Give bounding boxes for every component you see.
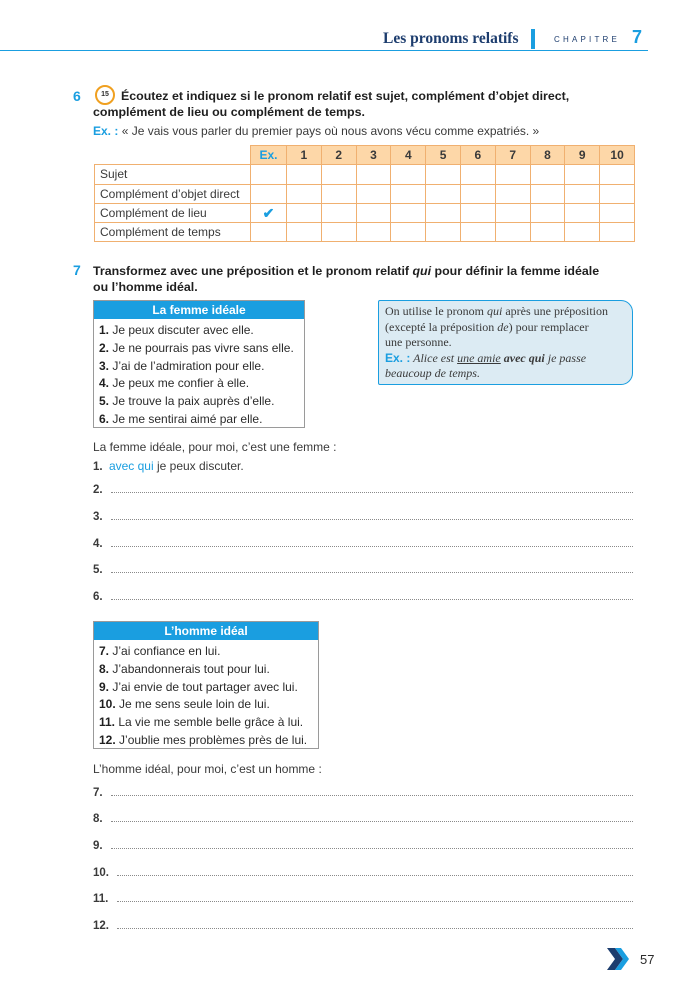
femme-box-list xyxy=(94,319,304,429)
femme-answer-1: 1. avec qui je peux discuter. xyxy=(93,459,244,473)
answer-cell[interactable] xyxy=(321,165,356,184)
answer-cell[interactable] xyxy=(321,203,356,222)
list-item: 12. J’oublie mes problèmes près de lui. xyxy=(99,732,308,747)
answer-cell[interactable] xyxy=(565,203,600,222)
answer-line-number: 7. xyxy=(93,787,103,799)
note-example: Ex. : Alice est une amie avec qui je passe xyxy=(385,350,587,365)
answer-cell[interactable] xyxy=(321,223,356,242)
homme-box-list xyxy=(94,640,318,750)
answer-cell[interactable] xyxy=(391,184,426,203)
table-row-temps xyxy=(95,223,635,242)
answer-cell[interactable] xyxy=(530,165,565,184)
answer-cell[interactable] xyxy=(426,165,461,184)
answer-line-number: 12. xyxy=(93,920,109,932)
header-divider xyxy=(531,29,535,49)
list-item: 7. J’ai confiance en lui. xyxy=(99,644,221,658)
answer-line[interactable] xyxy=(111,546,633,547)
table-header-cell: 9 xyxy=(565,146,600,165)
note-line: On utilise le pronom qui après une préposition xyxy=(385,304,608,318)
answer-cell[interactable] xyxy=(321,184,356,203)
table-header-cell: 6 xyxy=(460,146,495,165)
answer-cell[interactable] xyxy=(495,184,530,203)
answer-line-number: 10. xyxy=(93,867,109,879)
answer-line[interactable] xyxy=(111,492,633,493)
answer-line-number: 5. xyxy=(93,564,103,576)
list-item: 5. Je trouve la paix auprès d’elle. xyxy=(99,394,275,409)
answer-cell[interactable] xyxy=(426,223,461,242)
table-header-cell: 2 xyxy=(321,146,356,165)
table-cell xyxy=(251,165,287,184)
answer-line[interactable] xyxy=(117,901,633,902)
answer-cell[interactable] xyxy=(426,184,461,203)
chapter-label: CHAPITRE xyxy=(554,35,621,44)
page-number: 57 xyxy=(640,952,655,967)
list-item: 1. Je peux discuter avec elle. xyxy=(99,323,254,337)
next-page-arrow-icon[interactable] xyxy=(607,948,631,970)
row-label: Complément de temps xyxy=(95,223,251,242)
answer-line[interactable] xyxy=(111,795,633,796)
answer-cell[interactable] xyxy=(565,223,600,242)
table-header-cell: 8 xyxy=(530,146,565,165)
answer-cell[interactable] xyxy=(287,184,322,203)
answer-line-number: 4. xyxy=(93,538,103,550)
answer-cell[interactable] xyxy=(530,184,565,203)
list-item: 2. Je ne pourrais pas vivre sans elle. xyxy=(99,340,294,355)
homme-intro: L’homme idéal, pour moi, c’est un homme : xyxy=(93,762,322,776)
answer-cell[interactable] xyxy=(565,184,600,203)
table-corner xyxy=(95,146,251,165)
table-cell xyxy=(251,184,287,203)
answer-cell[interactable] xyxy=(460,203,495,222)
answer-line[interactable] xyxy=(111,848,633,849)
example-text: « Je vais vous parler du premier pays où nous avons vécu comme expatriés. » xyxy=(121,124,540,138)
table-cell xyxy=(251,203,287,222)
answer-cell[interactable] xyxy=(460,223,495,242)
answer-cell[interactable] xyxy=(356,223,391,242)
list-item: 10. Je me sens seule loin de lui. xyxy=(99,697,270,712)
answer-cell[interactable] xyxy=(495,203,530,222)
classification-table xyxy=(94,145,635,242)
chapter-title: Les pronoms relatifs xyxy=(383,30,519,47)
answer-line[interactable] xyxy=(111,572,633,573)
exercise-6-number: 6 xyxy=(73,88,81,104)
answer-line-number: 9. xyxy=(93,840,103,852)
answer-line[interactable] xyxy=(117,875,633,876)
table-header-cell: 5 xyxy=(426,146,461,165)
answer-cell[interactable] xyxy=(356,203,391,222)
femme-ideale-box xyxy=(93,300,305,428)
exercise-6-instruction: Écoutez et indiquez si le pronom relatif est sujet, complément d’objet direct, xyxy=(121,89,570,103)
answer-line[interactable] xyxy=(111,519,633,520)
answer-cell[interactable] xyxy=(565,165,600,184)
answer-cell[interactable] xyxy=(391,165,426,184)
table-row-cod xyxy=(95,184,635,203)
row-label: Complément de lieu xyxy=(95,203,251,222)
answer-cell[interactable] xyxy=(287,223,322,242)
note-example-line2: beaucoup de temps. xyxy=(385,366,480,381)
answer-cell[interactable] xyxy=(600,223,635,242)
answer-cell[interactable] xyxy=(600,165,635,184)
exercise-7-instruction-line2: ou l’homme idéal. xyxy=(93,280,198,294)
table-row-sujet xyxy=(95,165,635,184)
list-item: 11. La vie me semble belle grâce à lui. xyxy=(99,715,304,730)
list-item: 3. J’ai de l’admiration pour elle. xyxy=(99,358,265,373)
list-item: 4. Je peux me confier à elle. xyxy=(99,376,250,391)
answer-cell[interactable] xyxy=(287,165,322,184)
answer-line-number: 8. xyxy=(93,813,103,825)
answer-cell[interactable] xyxy=(495,223,530,242)
answer-cell[interactable] xyxy=(530,203,565,222)
answer-line-number: 2. xyxy=(93,484,103,496)
table-header-row xyxy=(95,146,635,165)
answer-line-number: 6. xyxy=(93,591,103,603)
answer-cell[interactable] xyxy=(495,165,530,184)
exercise-7-number: 7 xyxy=(73,262,81,278)
exercise-7-instruction: Transformez avec une préposition et le pronom relatif qui pour définir la femme idéale xyxy=(93,264,600,278)
answer-cell[interactable] xyxy=(530,223,565,242)
answer-line[interactable] xyxy=(111,821,633,822)
answer-cell[interactable] xyxy=(391,223,426,242)
answer-cell[interactable] xyxy=(287,203,322,222)
table-cell xyxy=(251,223,287,242)
answer-line-number: 3. xyxy=(93,511,103,523)
table-header-cell: 3 xyxy=(356,146,391,165)
row-label: Complément d’objet direct xyxy=(95,184,251,203)
answer-line[interactable] xyxy=(111,599,633,600)
answer-cell[interactable] xyxy=(600,203,635,222)
answer-cell[interactable] xyxy=(600,184,635,203)
answer-cell[interactable] xyxy=(426,203,461,222)
audio-track-icon[interactable]: 15 xyxy=(95,85,115,105)
example-label: Ex. : xyxy=(93,124,119,138)
answer-line-number: 11. xyxy=(93,893,109,905)
list-item: 9. J’ai envie de tout partager avec lui. xyxy=(99,679,298,694)
femme-box-title: La femme idéale xyxy=(94,301,304,319)
table-header-cell: 4 xyxy=(391,146,426,165)
homme-box-title: L’homme idéal xyxy=(94,622,318,640)
table-header-example: Ex. xyxy=(251,146,287,165)
answer-cell[interactable] xyxy=(356,165,391,184)
homme-ideal-box xyxy=(93,621,319,749)
table-header-cell: 7 xyxy=(495,146,530,165)
checkmark-icon: ✔ xyxy=(262,204,275,221)
femme-intro: La femme idéale, pour moi, c’est une femme : xyxy=(93,440,337,454)
grammar-note xyxy=(378,300,633,385)
answer-cell[interactable] xyxy=(460,184,495,203)
answer-line[interactable] xyxy=(117,928,633,929)
header-rule xyxy=(0,50,648,51)
answer-cell[interactable] xyxy=(460,165,495,184)
list-item: 8. J’abandonnerais tout pour lui. xyxy=(99,661,270,676)
note-line: (excepté la préposition de) pour remplacer xyxy=(385,319,589,334)
chapter-number: 7 xyxy=(632,27,643,47)
answer-cell[interactable] xyxy=(391,203,426,222)
row-label: Sujet xyxy=(95,165,251,184)
table-row-lieu xyxy=(95,203,635,222)
table-header-cell: 1 xyxy=(287,146,322,165)
note-line: une personne. xyxy=(385,335,452,350)
answer-cell[interactable] xyxy=(356,184,391,203)
exercise-6-instruction-line2: complément de lieu ou complément de temps. xyxy=(93,105,365,119)
exercise-6-example xyxy=(93,124,539,138)
table-header-cell: 10 xyxy=(600,146,635,165)
list-item: 6. Je me sentirai aimé par elle. xyxy=(99,411,263,426)
